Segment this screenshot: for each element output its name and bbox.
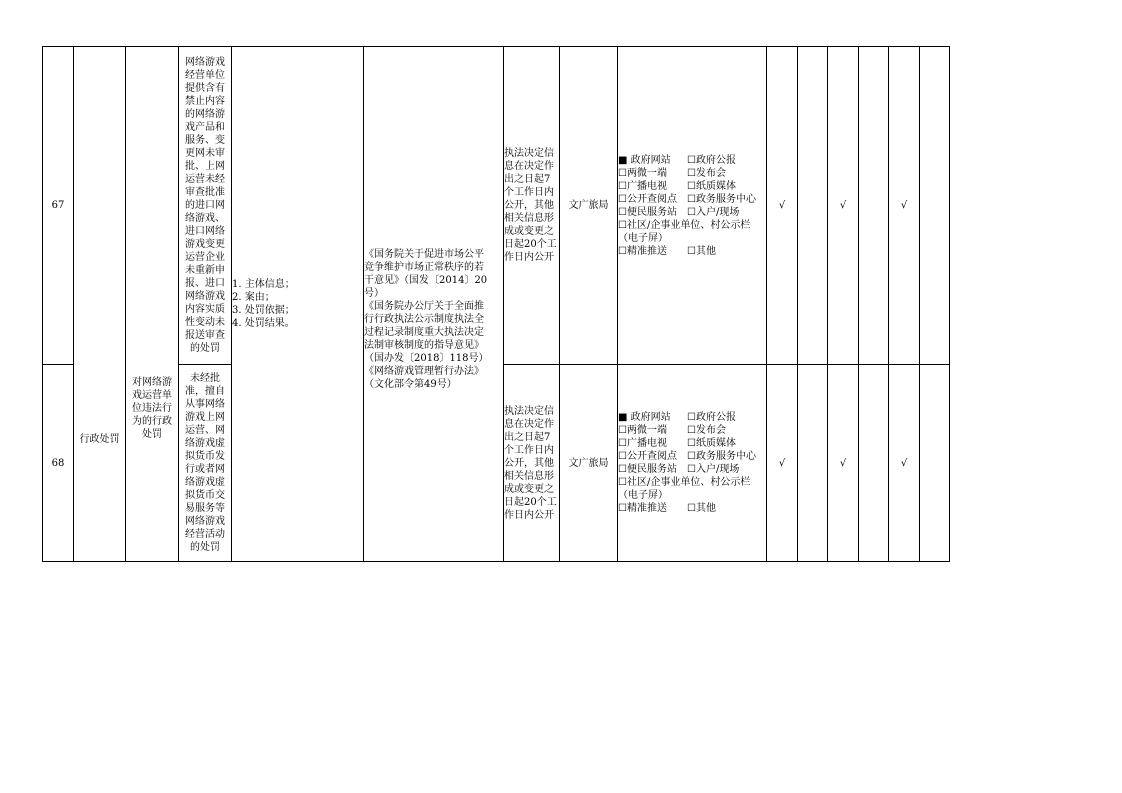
matter-line: 游戏上网 — [185, 412, 225, 423]
matter-line: 批、上网 — [185, 161, 225, 172]
disclosure-table — [42, 46, 950, 562]
matter-line: 游戏变更 — [185, 239, 225, 250]
time-cell — [504, 365, 560, 562]
time-line: 作日内公开 — [504, 509, 554, 521]
matter-line: 行或者网 — [185, 464, 225, 475]
item-line: 为的行政 — [132, 416, 172, 427]
check-mark — [859, 365, 889, 562]
matter-line: 络游戏、 — [185, 213, 225, 224]
check-mark: √ — [889, 47, 920, 365]
matter-line: 经营活动 — [185, 529, 225, 540]
channel-option: ☐精准推送 — [618, 503, 667, 514]
category-label: 行政处罚 — [79, 434, 120, 445]
channel-option: ■ 政府网站 — [618, 154, 671, 166]
channel-option: ☐广播电视 — [618, 180, 667, 192]
matter-line: 性变动未 — [185, 317, 225, 328]
channel-option: ☐入户/现场 — [687, 464, 740, 475]
time-line: 出之日起7 — [504, 174, 551, 185]
matter-cell — [179, 47, 232, 365]
matter-line: 报、进口 — [185, 278, 225, 289]
time-line: 出之日起7 — [504, 431, 551, 443]
item-line: 对网络游 — [132, 377, 172, 388]
channel-option: ☐政府公报 — [687, 412, 736, 423]
matter-line: 从事网络 — [185, 399, 225, 410]
time-line: 执法决定信 — [504, 148, 554, 159]
department-cell: 文广旅局 — [560, 365, 618, 562]
channel-option: ☐政务服务中心 — [687, 451, 756, 462]
channel-option: ☐政府公报 — [687, 154, 736, 166]
matter-line: 戏产品和 — [185, 122, 225, 133]
basis-cell — [364, 47, 504, 562]
matter-line: 的处罚 — [190, 542, 220, 553]
category-cell — [74, 47, 126, 562]
item-line: 位违法行 — [132, 403, 172, 414]
channel-option: ☐纸质媒体 — [687, 180, 736, 192]
matter-line: 网络游戏 — [185, 57, 225, 68]
check-mark — [920, 47, 950, 365]
channel-option: ■ 政府网站 — [618, 412, 671, 423]
matter-line: 服务、变 — [185, 135, 225, 146]
time-line: 公开，其他 — [504, 200, 554, 211]
check-mark — [798, 365, 828, 562]
matter-line: 的网络游 — [185, 109, 225, 120]
check-mark: √ — [767, 365, 798, 562]
time-line: 成或变更之 — [504, 483, 554, 495]
channel-option: ☐便民服务站 — [618, 464, 677, 475]
channel-cell — [618, 47, 767, 365]
basis-line: 过程记录制度重大执法决定 — [364, 326, 484, 338]
time-line: 个工作日内 — [504, 444, 554, 456]
basis-line: 号） — [364, 287, 384, 299]
check-mark — [798, 47, 828, 365]
time-line: 作日内公开 — [504, 252, 554, 263]
matter-line: 审查批准 — [185, 187, 225, 198]
channel-option: ☐纸质媒体 — [687, 438, 736, 449]
matter-line: 拟货币交 — [185, 490, 225, 501]
basis-line: 《国务院办公厅关于全面推 — [364, 300, 484, 312]
channel-option: ☐广播电视 — [618, 438, 667, 449]
matter-line: 报送审查 — [185, 330, 225, 341]
row-number: 67 — [43, 47, 74, 365]
check-mark: √ — [889, 365, 920, 562]
time-line: 个工作日内 — [504, 187, 554, 198]
channel-option: ☐入户/现场 — [687, 206, 740, 218]
matter-line: 运营企业 — [185, 252, 225, 263]
basis-line: 行行政执法公示制度执法全 — [364, 313, 484, 325]
matter-line: 禁止内容 — [185, 96, 225, 107]
matter-line: 的进口网 — [185, 200, 225, 211]
check-mark: √ — [767, 47, 798, 365]
item-line: 戏运营单 — [132, 390, 172, 401]
matter-line: 络游戏虚 — [185, 477, 225, 488]
matter-line: 经营单位 — [185, 70, 225, 81]
channel-option: ☐其他 — [687, 503, 716, 514]
department-cell: 文广旅局 — [560, 47, 618, 365]
time-line: 相关信息形 — [504, 470, 554, 482]
matter-line: 网络游戏 — [185, 291, 225, 302]
channel-option: ☐公开查阅点 — [618, 451, 677, 462]
channel-option: ☐发布会 — [687, 425, 726, 436]
matter-line: 准，擅自 — [185, 386, 225, 397]
matter-line: 网络游戏 — [185, 516, 225, 527]
channel-option: （电子屏） — [618, 490, 668, 501]
check-mark: √ — [828, 47, 859, 365]
time-line: 日起20个工 — [504, 239, 557, 250]
item-line: 处罚 — [142, 429, 162, 440]
time-line: 息在决定作 — [504, 161, 554, 172]
matter-line: 拟货币发 — [185, 451, 225, 462]
check-mark — [920, 365, 950, 562]
time-line: 日起20个工 — [504, 496, 557, 508]
matter-line: 内容实质 — [185, 304, 225, 315]
basis-line: 《网络游戏管理暂行办法》 — [364, 365, 484, 377]
channel-option: ☐便民服务站 — [618, 206, 677, 218]
matter-line: 易服务等 — [185, 503, 225, 514]
channel-option: ☐两微一端 — [618, 167, 667, 179]
matter-line: 络游戏虚 — [185, 438, 225, 449]
channel-option: （电子屏） — [618, 232, 668, 244]
channel-option: ☐两微一端 — [618, 425, 667, 436]
matter-line: 未经批 — [190, 373, 220, 384]
content-line: 2. 案由； — [232, 292, 275, 303]
basis-line: （文化部令第49号） — [364, 378, 457, 390]
matter-line: 的处罚 — [190, 343, 220, 354]
channel-option: ☐公开查阅点 — [618, 193, 677, 205]
basis-line: 干意见》（国发〔2014〕20 — [364, 274, 488, 286]
time-line: 成或变更之 — [504, 226, 554, 237]
channel-option: ☐其他 — [687, 245, 716, 257]
table-row — [43, 47, 950, 365]
basis-line: （国办发〔2018〕118号） — [364, 352, 489, 364]
basis-line: 《国务院关于促进市场公平 — [364, 248, 484, 260]
row-number: 68 — [43, 365, 74, 562]
matter-line: 提供含有 — [185, 83, 225, 94]
time-line: 公开，其他 — [504, 457, 554, 469]
channel-option: ☐精准推送 — [618, 245, 667, 257]
matter-line: 运营、网 — [185, 425, 225, 436]
check-mark — [859, 47, 889, 365]
channel-cell — [618, 365, 767, 562]
matter-line: 运营未经 — [185, 174, 225, 185]
time-line: 息在决定作 — [504, 418, 554, 430]
channel-option: ☐社区/企事业单位、村公示栏 — [618, 219, 751, 231]
content-line: 3. 处罚依据； — [232, 305, 295, 316]
matter-line: 进口网络 — [185, 226, 225, 237]
item-cell — [126, 47, 179, 562]
basis-line: 法制审核制度的指导意见》 — [364, 339, 484, 351]
matter-cell — [179, 365, 232, 562]
check-mark: √ — [828, 365, 859, 562]
basis-line: 竞争维护市场正常秩序的若 — [364, 261, 484, 273]
channel-option: ☐发布会 — [687, 167, 726, 179]
content-cell — [232, 47, 364, 562]
time-cell — [504, 47, 560, 365]
time-line: 相关信息形 — [504, 213, 554, 224]
content-line: 1. 主体信息； — [232, 279, 295, 290]
matter-line: 更网未审 — [185, 148, 225, 159]
channel-option: ☐社区/企事业单位、村公示栏 — [618, 477, 751, 488]
matter-line: 未重新申 — [185, 265, 225, 276]
time-line: 执法决定信 — [504, 405, 554, 417]
channel-option: ☐政务服务中心 — [687, 193, 756, 205]
content-line: 4. 处罚结果。 — [232, 318, 295, 329]
